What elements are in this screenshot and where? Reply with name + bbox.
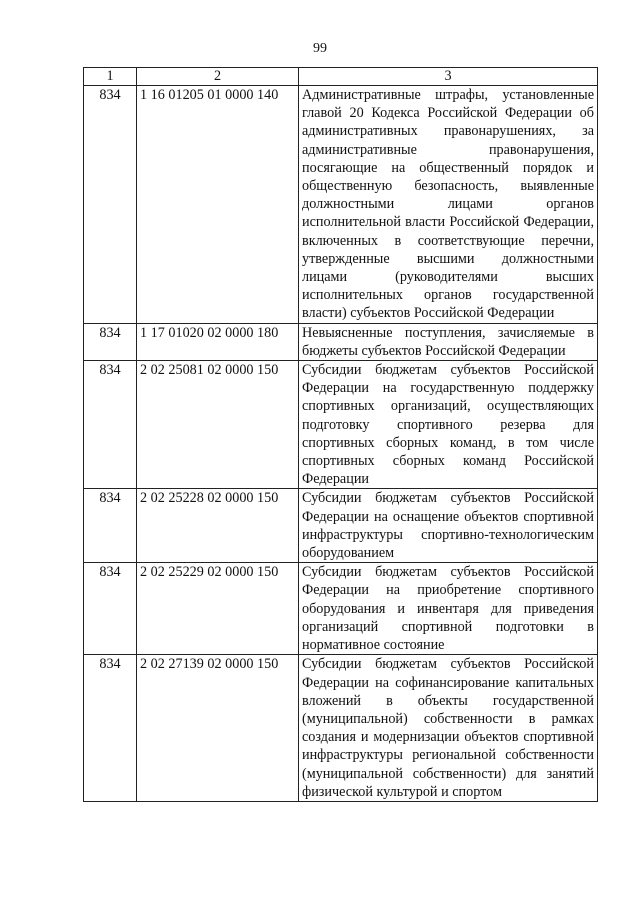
income-code-cell: 1 17 01020 02 0000 180 <box>137 323 299 360</box>
admin-code-cell: 834 <box>84 361 137 489</box>
admin-code-cell: 834 <box>84 563 137 655</box>
admin-code-cell: 834 <box>84 86 137 324</box>
income-name-cell: Субсидии бюджетам субъектов Российской Федерации на приобретение спортивного оборудования и инвентаря для приведения организаций спортивной подготовки в нормативное состояние <box>299 563 598 655</box>
income-code-cell: 1 16 01205 01 0000 140 <box>137 86 299 324</box>
income-name-cell: Невыясненные поступления, зачисляемые в бюджеты субъектов Российской Федерации <box>299 323 598 360</box>
income-code-cell: 2 02 27139 02 0000 150 <box>137 655 299 802</box>
table-header-row <box>84 68 598 86</box>
column-header-3: 3 <box>299 68 598 86</box>
page-number: 99 <box>313 41 327 56</box>
table-row <box>84 86 598 324</box>
income-name-cell: Административные штрафы, установленные главой 20 Кодекса Российской Федерации об административных правонарушениях, за административные правонарушения, посягающие на общественный порядок и общественную безопасность, выявленные должностными лицами органов исполнительной власти Российской Федерации, включенных в соответствующие перечни, утвержденные высшими должностными лицами (руководителями высших исполнительных органов государственной власти) субъектов Российской Федерации <box>299 86 598 324</box>
admin-code-cell: 834 <box>84 655 137 802</box>
income-codes-table <box>83 67 598 802</box>
column-header-2: 2 <box>137 68 299 86</box>
admin-code-cell: 834 <box>84 489 137 563</box>
income-name-cell: Субсидии бюджетам субъектов Российской Федерации на оснащение объектов спортивной инфраструктуры спортивно-технологическим оборудованием <box>299 489 598 563</box>
income-name-cell: Субсидии бюджетам субъектов Российской Федерации на софинансирование капитальных вложений в объекты государственной (муниципальной) собственности в рамках создания и модернизации объектов спортивной инфраструктуры региональной собственности (муниципальной собственности) для занятий физической культурой и спортом <box>299 655 598 802</box>
income-code-cell: 2 02 25081 02 0000 150 <box>137 361 299 489</box>
column-header-1: 1 <box>84 68 137 86</box>
income-name-cell: Субсидии бюджетам субъектов Российской Федерации на государственную поддержку спортивных организаций, осуществляющих подготовку спортивного резерва для спортивных сборных команд, в том числе спортивных сборных команд Российской Федерации <box>299 361 598 489</box>
table-row <box>84 323 598 360</box>
income-code-cell: 2 02 25229 02 0000 150 <box>137 563 299 655</box>
income-code-cell: 2 02 25228 02 0000 150 <box>137 489 299 563</box>
table-row <box>84 361 598 489</box>
admin-code-cell: 834 <box>84 323 137 360</box>
table-row <box>84 655 598 802</box>
table-row <box>84 489 598 563</box>
table-row <box>84 563 598 655</box>
